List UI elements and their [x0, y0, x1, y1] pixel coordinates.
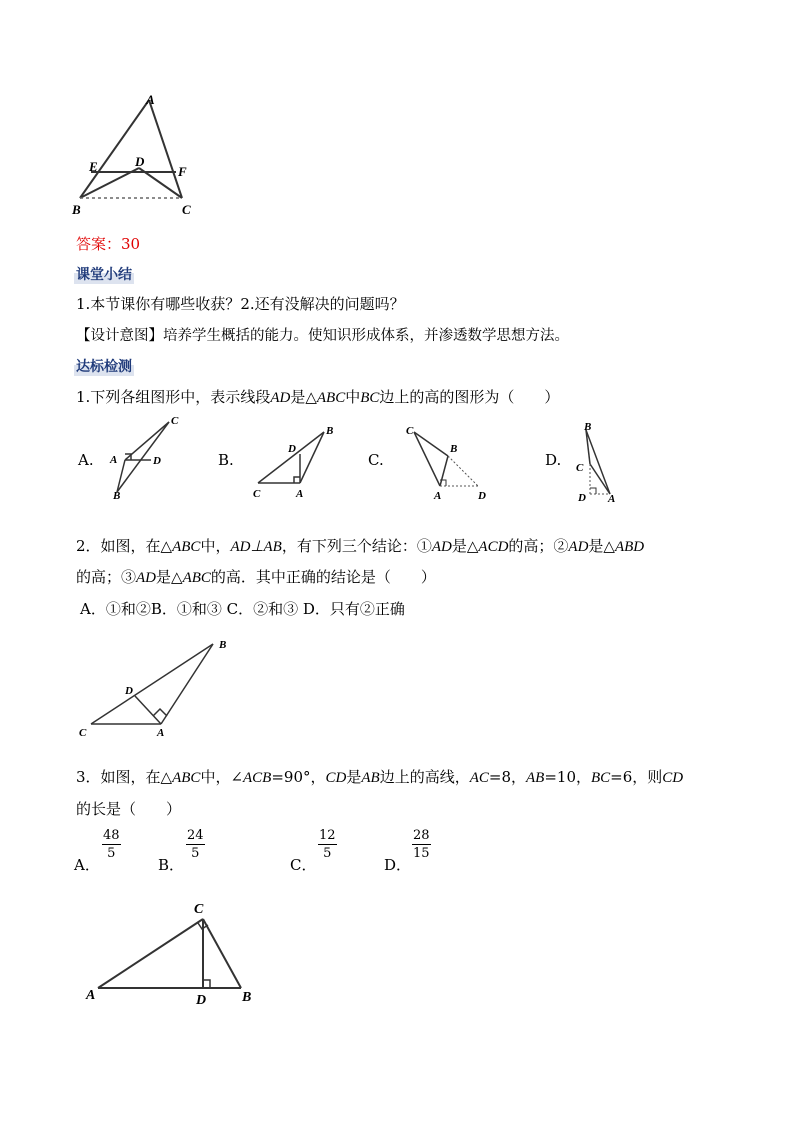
q1-option-b-label: B.: [218, 451, 234, 469]
summary-question-line: 1.本节课你有哪些收获？2.还有没解决的问题吗？: [76, 295, 405, 313]
edge-ab: [80, 100, 149, 198]
label-a: A: [146, 92, 155, 107]
q1-option-a-label: A.: [78, 451, 94, 469]
question-2-line-2: 的高；③AD是△ABC的高．其中正确的结论是（ ）: [76, 568, 436, 586]
svg-text:A: A: [434, 490, 442, 502]
svg-text:D: D: [196, 993, 207, 1008]
q3-figure: [80, 895, 265, 1010]
edge-ac: [149, 100, 182, 198]
svg-text:B: B: [219, 639, 227, 651]
svg-text:D: D: [578, 492, 586, 504]
question-3-line-1: 3．如图，在△ABC中，∠ACB=90°，CD是AB边上的高线，AC=8，AB=10，BC=6，则CD: [76, 768, 684, 786]
q1-figure-d: [572, 418, 622, 504]
svg-text:A: A: [296, 488, 304, 500]
svg-text:A: A: [157, 727, 165, 739]
svg-text:C: C: [171, 415, 179, 427]
svg-text:D: D: [288, 443, 296, 455]
svg-text:B: B: [450, 443, 458, 455]
svg-text:A: A: [608, 493, 616, 504]
q1-option-d-label: D.: [545, 451, 562, 469]
question-2-options: A．①和②B．①和③ C．②和③ D．只有②正确: [80, 600, 405, 618]
question-1-text: 1.下列各组图形中，表示线段AD是△ABC中BC边上的高的图形为（ ）: [76, 388, 560, 406]
question-3-line-2: 的长是（ ）: [76, 800, 182, 818]
answer-text: 答案：30: [76, 235, 141, 253]
svg-text:A: A: [110, 454, 118, 466]
svg-text:A: A: [86, 988, 96, 1003]
q1-figure-b: [250, 420, 340, 502]
svg-text:C: C: [406, 425, 414, 437]
section-heading-test: 达标检测: [76, 359, 132, 375]
svg-text:B: B: [242, 990, 252, 1005]
design-intent-text: 【设计意图】培养学生概括的能力。使知识形成体系，并渗透数学思想方法。: [76, 328, 569, 344]
svg-text:B: B: [113, 490, 121, 502]
label-c: C: [182, 202, 191, 217]
q2-figure: [75, 632, 240, 742]
triangle-abc-figure: [70, 92, 200, 220]
q1-option-c-label: C.: [368, 451, 384, 469]
label-d: D: [135, 154, 145, 169]
svg-text:B: B: [584, 421, 592, 433]
q1-figure-c: [400, 420, 495, 502]
svg-text:D: D: [478, 490, 486, 502]
svg-text:B: B: [326, 425, 334, 437]
svg-text:C: C: [194, 902, 204, 917]
question-2-line-1: 2．如图，在△ABC中，AD⊥AB，有下列三个结论：①AD是△ACD的高；②AD是△ABD: [76, 537, 645, 555]
section-heading-summary: 课堂小结: [76, 267, 132, 283]
svg-text:C: C: [576, 462, 584, 474]
q1-figure-a: [105, 414, 185, 502]
label-f: F: [178, 164, 187, 179]
svg-text:D: D: [125, 685, 133, 697]
label-b: B: [72, 202, 81, 217]
svg-text:C: C: [79, 727, 87, 739]
label-e: E: [89, 159, 98, 174]
svg-text:C: C: [253, 488, 261, 500]
svg-text:D: D: [153, 455, 161, 467]
